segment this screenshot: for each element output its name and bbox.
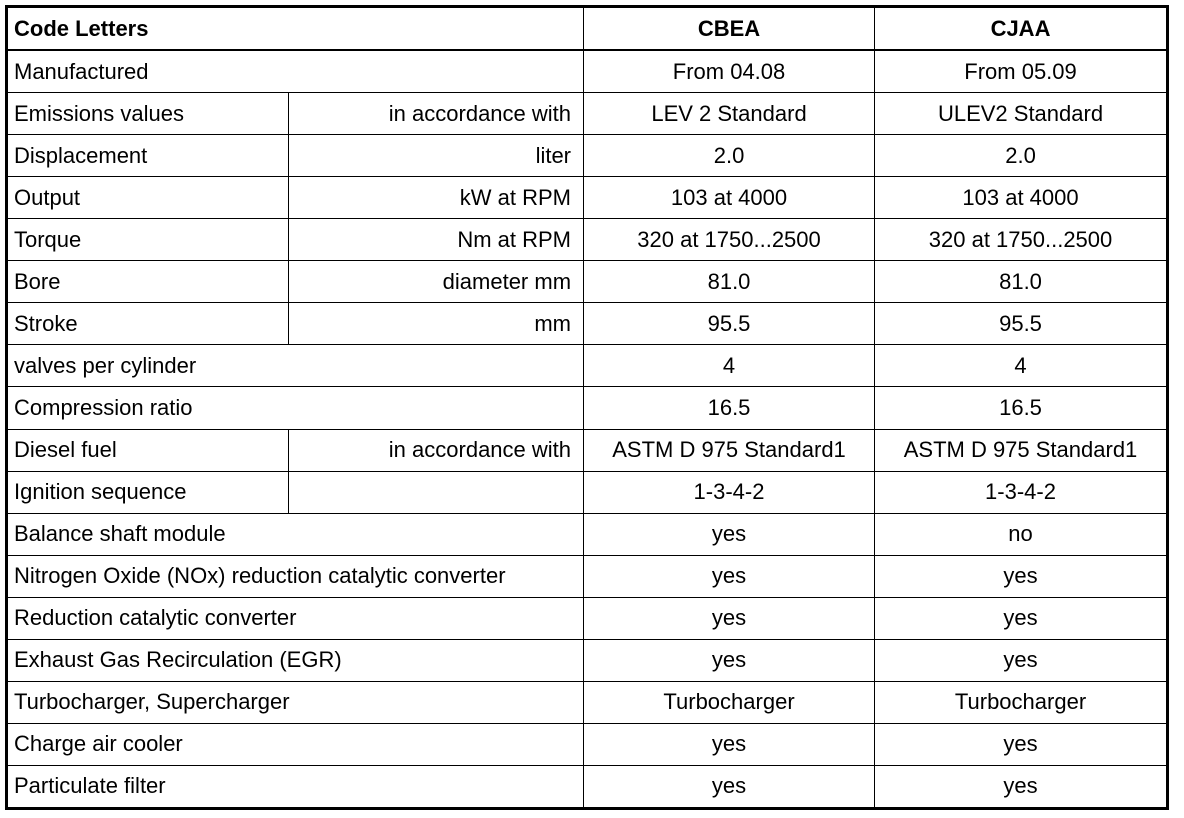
value-cjaa: 16.5 — [875, 387, 1168, 429]
table-row — [7, 513, 1168, 555]
row-qualifier: in accordance with — [289, 429, 584, 471]
value-cbea: 320 at 1750...2500 — [584, 219, 875, 261]
row-qualifier: Nm at RPM — [289, 219, 584, 261]
row-label: Nitrogen Oxide (NOx) reduction catalytic converter — [7, 555, 584, 597]
header-code-letters: Code Letters — [7, 7, 584, 51]
value-cbea: Turbocharger — [584, 681, 875, 723]
row-qualifier — [289, 471, 584, 513]
header-cbea: CBEA — [584, 7, 875, 51]
value-cjaa: yes — [875, 765, 1168, 808]
table-row — [7, 639, 1168, 681]
row-label: Balance shaft module — [7, 513, 584, 555]
row-label: Bore — [7, 261, 289, 303]
row-label: Turbocharger, Supercharger — [7, 681, 584, 723]
value-cbea: yes — [584, 639, 875, 681]
value-cbea: 95.5 — [584, 303, 875, 345]
value-cjaa: 1-3-4-2 — [875, 471, 1168, 513]
value-cbea: yes — [584, 513, 875, 555]
value-cjaa: ASTM D 975 Standard1 — [875, 429, 1168, 471]
row-qualifier: liter — [289, 135, 584, 177]
header-cjaa: CJAA — [875, 7, 1168, 51]
header-row — [7, 7, 1168, 51]
table-row — [7, 597, 1168, 639]
value-cbea: From 04.08 — [584, 50, 875, 93]
value-cjaa: 81.0 — [875, 261, 1168, 303]
row-label: Compression ratio — [7, 387, 584, 429]
value-cjaa: 2.0 — [875, 135, 1168, 177]
row-qualifier: in accordance with — [289, 93, 584, 135]
value-cjaa: Turbocharger — [875, 681, 1168, 723]
row-label: Stroke — [7, 303, 289, 345]
value-cbea: 81.0 — [584, 261, 875, 303]
row-qualifier: kW at RPM — [289, 177, 584, 219]
table-row — [7, 387, 1168, 429]
value-cjaa: yes — [875, 555, 1168, 597]
table-row — [7, 555, 1168, 597]
table-row — [7, 177, 1168, 219]
row-label: Reduction catalytic converter — [7, 597, 584, 639]
table-row — [7, 429, 1168, 471]
value-cbea: 103 at 4000 — [584, 177, 875, 219]
table-row — [7, 93, 1168, 135]
value-cjaa: no — [875, 513, 1168, 555]
value-cjaa: yes — [875, 723, 1168, 765]
row-label: valves per cylinder — [7, 345, 584, 387]
value-cjaa: 320 at 1750...2500 — [875, 219, 1168, 261]
value-cbea: yes — [584, 765, 875, 808]
value-cjaa: From 05.09 — [875, 50, 1168, 93]
table-row — [7, 471, 1168, 513]
value-cbea: 4 — [584, 345, 875, 387]
value-cjaa: 95.5 — [875, 303, 1168, 345]
value-cbea: yes — [584, 723, 875, 765]
table-row — [7, 261, 1168, 303]
row-label: Displacement — [7, 135, 289, 177]
value-cbea: 16.5 — [584, 387, 875, 429]
value-cjaa: 4 — [875, 345, 1168, 387]
row-label: Torque — [7, 219, 289, 261]
row-label: Emissions values — [7, 93, 289, 135]
table-row — [7, 345, 1168, 387]
table-row — [7, 723, 1168, 765]
value-cbea: 2.0 — [584, 135, 875, 177]
row-qualifier: mm — [289, 303, 584, 345]
table-row — [7, 303, 1168, 345]
table-row — [7, 765, 1168, 808]
row-label: Charge air cooler — [7, 723, 584, 765]
value-cjaa: yes — [875, 597, 1168, 639]
table-row — [7, 681, 1168, 723]
value-cbea: yes — [584, 555, 875, 597]
value-cjaa: yes — [875, 639, 1168, 681]
value-cbea: 1-3-4-2 — [584, 471, 875, 513]
row-label: Particulate filter — [7, 765, 584, 808]
row-label: Ignition sequence — [7, 471, 289, 513]
row-label: Diesel fuel — [7, 429, 289, 471]
value-cjaa: 103 at 4000 — [875, 177, 1168, 219]
row-label: Output — [7, 177, 289, 219]
value-cbea: LEV 2 Standard — [584, 93, 875, 135]
row-label: Manufactured — [7, 50, 584, 93]
value-cbea: yes — [584, 597, 875, 639]
table-row — [7, 50, 1168, 93]
engine-specs-table — [5, 5, 1169, 810]
table-row — [7, 135, 1168, 177]
row-label: Exhaust Gas Recirculation (EGR) — [7, 639, 584, 681]
value-cjaa: ULEV2 Standard — [875, 93, 1168, 135]
table-row — [7, 219, 1168, 261]
row-qualifier: diameter mm — [289, 261, 584, 303]
value-cbea: ASTM D 975 Standard1 — [584, 429, 875, 471]
